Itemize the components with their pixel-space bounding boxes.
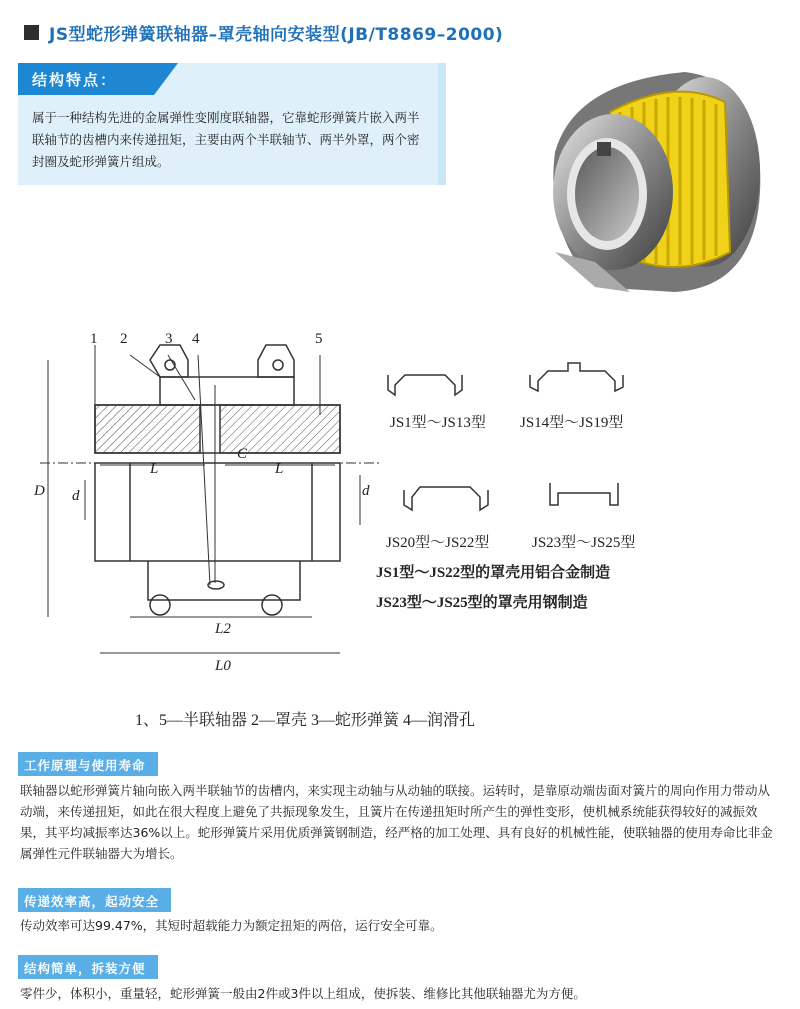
- variant-profiles: [388, 363, 623, 510]
- profile-js20-22: [404, 487, 488, 510]
- callout-labels: [90, 331, 323, 347]
- variant-label-js20-22: JS20型～JS22型: [386, 535, 490, 551]
- technical-drawing: [20, 315, 800, 740]
- features-panel: [18, 63, 438, 185]
- dim-c: C: [237, 446, 248, 462]
- dim-d-outer: D: [34, 483, 45, 499]
- section-text-principle: 联轴器以蛇形弹簧片轴向嵌入两半联轴节的齿槽内，来实现主动轴与从动轴的联接。运转时，是靠原动端齿面对簧片的周向作用力带动从动端，来传递扭矩，如此在很大程度上避免了共振现象发生，且簧片在传递扭矩时所产生的弹性变形，使机械系统能获得较好的减振效果，其平均减振率达36%以上。蛇形弹簧片采用优质弹簧钢制造，经严格的加工处理、具有良好的机械性能，使联轴器的使用寿命比非金属弹性元件联轴器大为增长。: [20, 783, 773, 861]
- dim-l-left: L: [150, 461, 159, 477]
- callout-1: 1: [90, 331, 98, 347]
- section-tag-principle: 工作原理与使用寿命: [18, 752, 158, 776]
- features-heading: 结构特点：: [32, 71, 118, 89]
- dim-d-bore-right: d: [362, 483, 370, 499]
- dim-l-right: L: [275, 461, 284, 477]
- section-tag-efficiency: 传递效率高，起动安全: [18, 888, 171, 912]
- section-tag-structure: 结构简单，拆装方便: [18, 955, 158, 979]
- section-text-efficiency: 传动效率可达99.47%，其短时超载能力为额定扭矩的两倍，运行安全可靠。: [20, 918, 443, 933]
- profile-js23-25: [550, 483, 618, 505]
- variant-label-js14-19: JS14型～JS19型: [520, 415, 624, 431]
- parts-caption: 1、5—半联轴器 2—罩壳 3—蛇形弹簧 4—润滑孔: [135, 712, 476, 729]
- section-text-structure: 零件少，体积小，重量轻，蛇形弹簧一般由2件或3件以上组成，使拆装、维修比其他联轴器尤为方便。: [20, 986, 586, 1001]
- coupling-cross-section: [40, 345, 380, 653]
- dim-d-bore: d: [72, 488, 80, 504]
- page-title: JS型蛇形弹簧联轴器–罩壳轴向安装型(JB/T8869–2000): [49, 25, 504, 45]
- variant-label-js1-13: JS1型～JS13型: [390, 415, 486, 431]
- dim-l2: L2: [215, 621, 231, 637]
- callout-4: 4: [192, 331, 200, 347]
- material-note-steel: JS23型～JS25型的罩壳用钢制造: [376, 595, 588, 611]
- dimension-labels: [33, 446, 370, 674]
- material-note-aluminium: JS1型～JS22型的罩壳用铝合金制造: [376, 565, 611, 581]
- variant-label-js23-25: JS23型～JS25型: [532, 535, 636, 551]
- profile-js14-19: [530, 363, 623, 391]
- title-bullet: [24, 25, 39, 40]
- features-body: 属于一种结构先进的金属弹性变刚度联轴器，它靠蛇形弹簧片嵌入两半联轴节的齿槽内来传递扭矩，主要由两个半联轴节、两半外罩，两个密封圈及蛇形弹簧片组成。: [32, 110, 420, 169]
- dim-l0: L0: [215, 658, 231, 674]
- variant-labels: [376, 413, 635, 611]
- callout-3: 3: [165, 331, 173, 347]
- callout-2: 2: [120, 331, 128, 347]
- coupling-photo: [535, 52, 775, 302]
- profile-js1-13: [388, 375, 462, 395]
- callout-5: 5: [315, 331, 323, 347]
- title-bar: [24, 20, 503, 45]
